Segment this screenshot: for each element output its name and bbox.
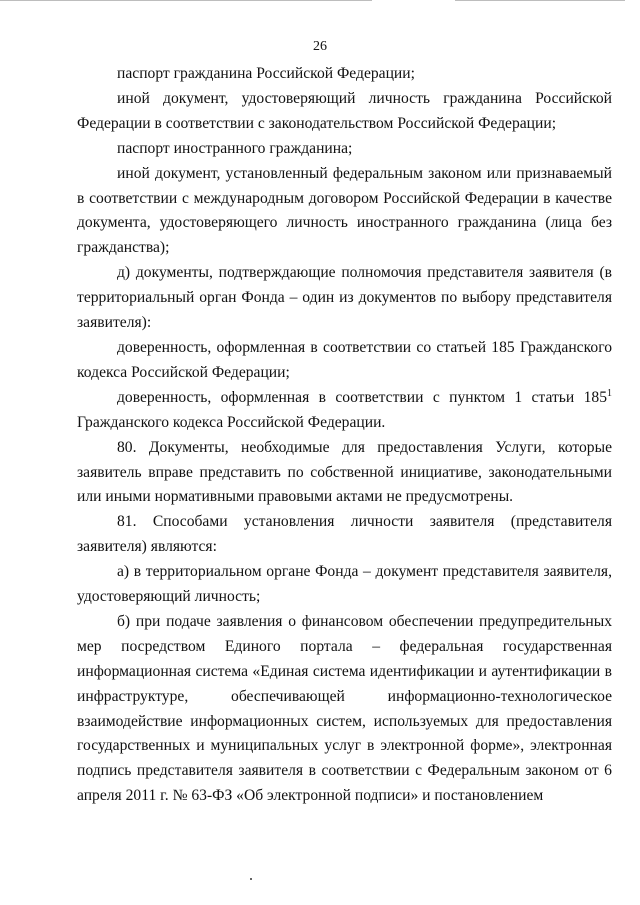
text-line: заявитель вправе представить по собственной инициативе, законодательными или [77,463,612,506]
document-body [77,62,612,809]
text-line: кодекса Российской Федерации; [77,363,290,381]
text-line: а) в территориальном органе Фонда – документ представителя заявителя, [117,563,612,581]
text-line: 81. Способами установления личности заявителя (представителя заявителя) [77,513,612,556]
text-line: (в территориальный орган Фонда – один из документов по выбору представителя [77,264,612,307]
text-line: иными нормативными правовыми актами не предусмотрены. [105,488,514,506]
page-top-edge [0,0,640,1]
text-line: удостоверяющий личность; [77,588,261,606]
text-line: иной документ, установленный федеральным законом или признаваемый [117,164,612,182]
text-line: б) при подаче заявления о финансовом обеспечении предупредительных [117,612,612,630]
text-line: в соответствии с международным договором Российской Федерации в качестве [77,189,612,207]
text-line: паспорт гражданина Российской Федерации; [117,65,415,82]
text-line: паспорт иностранного гражданина; [117,139,353,157]
paragraph-passport-rf [77,62,612,87]
text-line: д) документы, подтверждающие полномочия представителя заявителя [117,264,594,282]
text-line: доверенность, оформленная в соответствии с пунктом 1 статьи 185 [117,388,607,406]
text-line: от 6 апреля 2011 г. № 63-ФЗ «Об электронной подписи» и постановлением [77,762,612,805]
text-line: являются: [150,538,217,556]
text-line: подпись представителя заявителя в соответствии с Федеральным законом [77,762,579,780]
paragraph-80 [77,436,612,511]
text-line: иной документ, удостоверяющий личность гражданина Российской [117,89,612,107]
paragraph-power-of-attorney-185 [77,336,612,386]
text-line: в инфраструктуре, обеспечивающей информационно-технологическое [77,662,612,705]
text-line: документа, удостоверяющего личность иностранного гражданина (лица без [77,214,612,232]
scan-speck [250,878,252,880]
text-line: государственных и муниципальных услуг в электронной форме», электронная [77,737,612,755]
superscript: 1 [607,387,612,399]
page-number: 26 [313,39,327,54]
text-line: Федерации в соответствии с законодательством Российской Федерации; [77,114,557,132]
paragraph-other-id-foreigner [77,162,612,262]
text-line: Гражданского кодекса Российской Федерации. [77,413,386,431]
text-line: 80. Документы, необходимые для предоставления Услуги, которые [117,438,612,456]
text-line: доверенность, оформленная в соответствии со статьей 185 Гражданского [117,338,612,356]
paragraph-item-d [77,261,612,336]
text-line: взаимодействие информационных систем, используемых для предоставления [77,712,612,730]
paragraph-other-id-citizen [77,87,612,137]
paragraph-item-b [77,610,612,809]
paragraph-item-a [77,560,612,610]
paragraph-81 [77,510,612,560]
text-line: мер посредством Единого портала – федеральная государственная [77,637,612,655]
paragraph-power-of-attorney-185-1 [77,386,612,436]
text-line: информационная система «Единая система идентификации и аутентификации [77,662,601,680]
text-line: заявителя): [77,314,152,332]
paragraph-foreign-passport [77,137,612,162]
text-line: гражданства); [77,239,170,257]
